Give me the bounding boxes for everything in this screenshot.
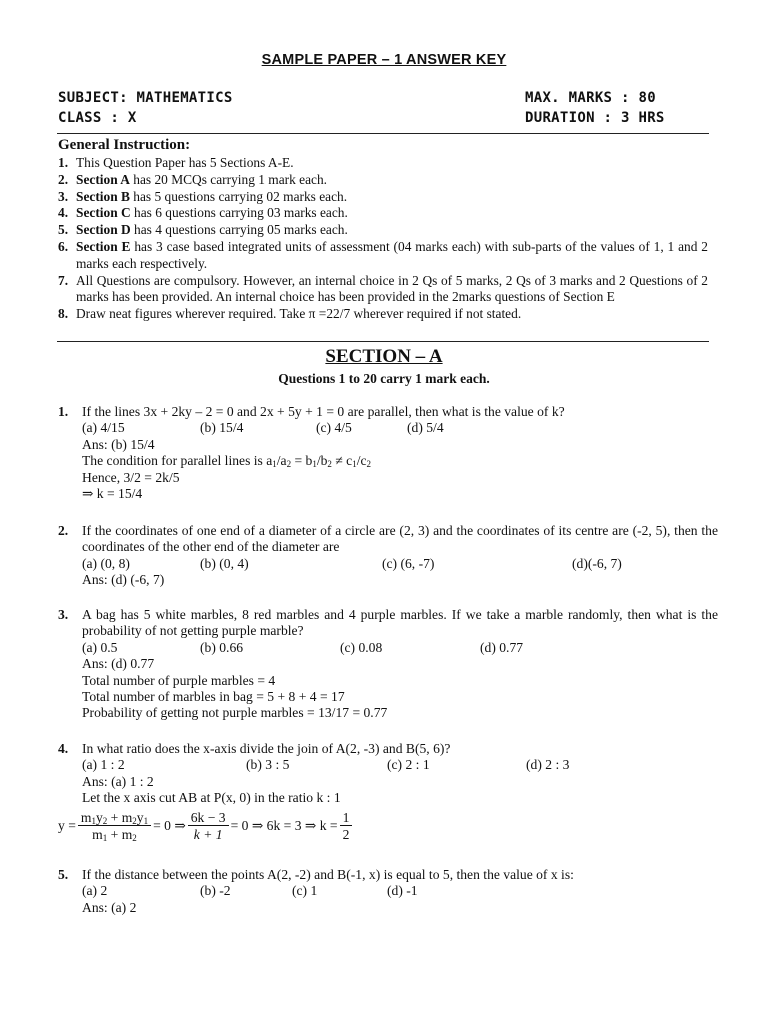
instruction-number: 6. <box>58 238 69 254</box>
instruction-item <box>58 189 708 206</box>
instructions-heading: General Instruction: <box>58 137 191 153</box>
instruction-text: has 20 MCQs carrying 1 mark each. <box>129 171 328 187</box>
instruction-number: 2. <box>58 171 69 187</box>
option-d: (d) 5/4 <box>407 420 444 436</box>
instruction-text: Draw neat figures wherever required. Take π =22/7 wherever required if not stated. <box>76 306 522 322</box>
question-2 <box>58 523 718 589</box>
instruction-text: All Questions are compulsory. However, an internal choice in 2 Qs of 5 marks, 2 Qs of 3 marks and 2 Questions of 2 marks has been provided. An internal choice has been provided in the 2marks questions of Section E <box>76 272 708 305</box>
instruction-item <box>58 306 708 323</box>
option-d: (d) 0.77 <box>480 639 524 655</box>
option-c: (c) 2 : 1 <box>387 757 430 773</box>
instruction-bold: Section C <box>76 205 131 221</box>
header-divider <box>57 133 709 134</box>
instruction-number: 8. <box>58 306 69 322</box>
result-fraction: $\frac{1}{2}$ <box>340 810 353 843</box>
answer-text: Ans: (a) 2 <box>82 899 137 915</box>
instruction-text: has 4 questions carrying 05 marks each. <box>130 222 348 238</box>
instructions-divider <box>57 341 709 342</box>
option-c: (c) 1 <box>292 883 318 899</box>
option-a: (a) (0, 8) <box>82 555 130 571</box>
ratio-equation <box>58 807 718 847</box>
option-b: (b) (0, 4) <box>200 555 249 571</box>
answer-text: Ans: (d) (-6, 7) <box>82 572 165 588</box>
instruction-number: 7. <box>58 272 69 288</box>
option-d: (d) -1 <box>387 883 418 899</box>
option-a: (a) 4/15 <box>82 420 125 436</box>
instruction-text: has 6 questions carrying 03 marks each. <box>130 205 348 221</box>
instructions-list <box>58 155 708 323</box>
options-row <box>82 640 718 656</box>
question-number: 5. <box>58 867 69 882</box>
question-number: 3. <box>58 607 69 622</box>
option-b: (b) -2 <box>200 883 231 899</box>
solution-line: ⇒ k = 15/4 <box>82 486 143 502</box>
solution-line: Hence, 3/2 = 2k/5 <box>82 469 180 485</box>
instruction-text: has 5 questions carrying 02 marks each. <box>129 188 348 204</box>
question-text: If the distance between the points A(2, -2) and B(-1, x) is equal to 5, then the value of x is: <box>82 867 574 882</box>
question-number: 2. <box>58 523 69 538</box>
instruction-text: This Question Paper has 5 Sections A-E. <box>76 155 294 170</box>
page-title: SAMPLE PAPER – 1 ANSWER KEY <box>261 52 507 68</box>
equation-step: = 0 ⇒ 6k = 3 ⇒ k = <box>230 818 338 834</box>
instruction-item <box>58 222 708 239</box>
option-d: (d) 2 : 3 <box>526 757 570 773</box>
instruction-item <box>58 205 708 222</box>
option-a: (a) 2 <box>82 883 108 899</box>
option-a: (a) 0.5 <box>82 639 118 655</box>
solution-line: Total number of marbles in bag = 5 + 8 + 4 = 17 <box>82 689 345 705</box>
question-number: 4. <box>58 741 69 756</box>
equation-step: = 0 ⇒ <box>153 818 186 834</box>
max-marks-label: MAX. MARKS : 80 <box>525 90 656 106</box>
instruction-number: 5. <box>58 222 69 238</box>
instruction-item <box>58 172 708 189</box>
instruction-item <box>58 155 708 172</box>
instruction-item <box>58 273 708 307</box>
option-c: (c) (6, -7) <box>382 555 435 571</box>
instruction-bold: Section A <box>76 171 130 187</box>
question-text: If the coordinates of one end of a diameter of a circle are (2, 3) and the coordinates of its centre are (-2, 5), then the coordinates of the other end of the diameter are <box>82 523 718 555</box>
option-d: (d)(-6, 7) <box>572 555 622 571</box>
instruction-item <box>58 239 708 273</box>
question-text: In what ratio does the x-axis divide the join of A(2, -3) and B(5, 6)? <box>82 741 451 756</box>
instruction-number: 4. <box>58 205 69 221</box>
class-label: CLASS : X <box>58 110 137 126</box>
equation-lhs: y = <box>58 818 76 834</box>
duration-label: DURATION : 3 HRS <box>525 110 665 126</box>
option-b: (b) 0.66 <box>200 639 244 655</box>
section-formula-fraction: $\frac{m_1y_2 + m_2y_1}{m_1 + m_2}$ <box>78 810 151 843</box>
option-b: (b) 3 : 5 <box>246 757 290 773</box>
solution-line: Probability of getting not purple marbles = 13/17 = 0.77 <box>82 705 388 721</box>
options-row <box>82 420 718 436</box>
instruction-text: has 3 case based integrated units of assessment (04 marks each) with sub-parts of the values of 1, 1 and 2 marks each respectively. <box>76 238 708 271</box>
question-text: A bag has 5 white marbles, 8 red marbles and 4 purple marbles. If we take a marble randomly, then what is the probability of not getting purple marble? <box>82 607 718 639</box>
instruction-number: 1. <box>58 155 69 170</box>
option-c: (c) 0.08 <box>340 639 383 655</box>
answer-text: Ans: (b) 15/4 <box>82 436 155 452</box>
question-number: 1. <box>58 404 69 419</box>
solution-line: The condition for parallel lines is $a_1/a_2 = b_1/b_2 \ne c_1/c_2$ <box>82 453 372 470</box>
instruction-bold: Section B <box>76 188 130 204</box>
subject-label: SUBJECT: MATHEMATICS <box>58 90 233 106</box>
answer-text: Ans: (a) 1 : 2 <box>82 773 154 789</box>
k-fraction: $\frac{6k - 3}{k + 1}$ <box>188 810 229 843</box>
option-b: (b) 15/4 <box>200 420 244 436</box>
answer-text: Ans: (d) 0.77 <box>82 656 155 672</box>
question-1 <box>58 404 718 502</box>
question-4 <box>58 741 718 847</box>
option-c: (c) 4/5 <box>316 420 352 436</box>
instruction-bold: Section D <box>76 222 131 238</box>
question-5 <box>58 867 718 916</box>
solution-line: Let the x axis cut AB at P(x, 0) in the ratio k : 1 <box>82 790 341 806</box>
instruction-bold: Section E <box>76 238 131 254</box>
question-text: If the lines 3x + 2ky – 2 = 0 and 2x + 5y + 1 = 0 are parallel, then what is the value of k? <box>82 404 565 419</box>
question-3 <box>58 607 718 722</box>
instruction-number: 3. <box>58 188 69 204</box>
options-row <box>82 556 718 572</box>
options-row <box>82 757 718 773</box>
options-row <box>82 883 718 899</box>
solution-line: Total number of purple marbles = 4 <box>82 672 276 688</box>
section-subheading: Questions 1 to 20 carry 1 mark each. <box>278 371 490 386</box>
section-heading: SECTION – A <box>325 346 443 367</box>
option-a: (a) 1 : 2 <box>82 757 125 773</box>
